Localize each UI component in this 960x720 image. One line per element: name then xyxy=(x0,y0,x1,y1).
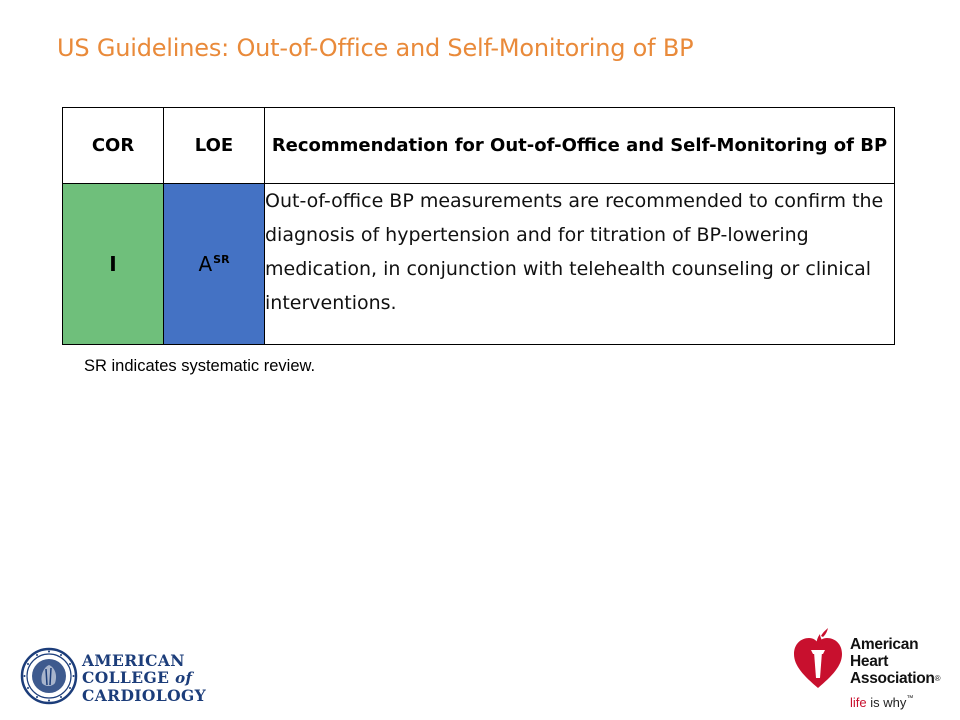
table-row xyxy=(63,184,895,345)
recommendation-table xyxy=(62,107,895,345)
heart-torch-icon xyxy=(790,626,846,692)
footnote: SR indicates systematic review. xyxy=(84,357,316,375)
acc-logo xyxy=(20,645,220,709)
acc-line-2-main: COLLEGE xyxy=(82,668,176,687)
aha-tagline xyxy=(850,695,913,710)
acc-line-3: CARDIOLOGY xyxy=(82,686,207,705)
aha-tagline-rest: is why xyxy=(866,695,907,710)
aha-line-1: American xyxy=(850,636,919,653)
table-header-row xyxy=(63,108,895,184)
loe-cell xyxy=(164,184,265,345)
acc-wordmark xyxy=(82,652,206,704)
header-cor: COR xyxy=(63,108,164,184)
aha-line-3-text: Association xyxy=(850,670,935,687)
acc-line-2-italic: of xyxy=(175,669,193,687)
slide-title: US Guidelines: Out-of-Office and Self-Monitoring of BP xyxy=(57,34,694,62)
loe-value: A xyxy=(198,252,213,276)
aha-line-3 xyxy=(850,670,940,687)
acc-line-2 xyxy=(82,669,206,687)
acc-seal-icon xyxy=(20,647,78,705)
header-loe: LOE xyxy=(164,108,265,184)
aha-line-2: Heart xyxy=(850,653,889,670)
recommendation-cell: Out-of-office BP measurements are recommended to confirm the diagnosis of hypertension and for titration of BP-lowering medication, in conjunction with telehealth counseling or clinical interventions. xyxy=(265,184,895,345)
aha-tagline-life: life xyxy=(850,695,867,710)
aha-trademark: ™ xyxy=(906,695,914,702)
acc-line-1: AMERICAN xyxy=(82,651,185,670)
loe-superscript: SR xyxy=(213,253,230,266)
aha-wordmark xyxy=(850,636,940,687)
cor-cell: I xyxy=(63,184,164,345)
aha-registered-mark: ® xyxy=(934,674,941,683)
header-recommendation: Recommendation for Out-of-Office and Self-Monitoring of BP xyxy=(265,108,895,184)
aha-logo xyxy=(790,626,960,716)
